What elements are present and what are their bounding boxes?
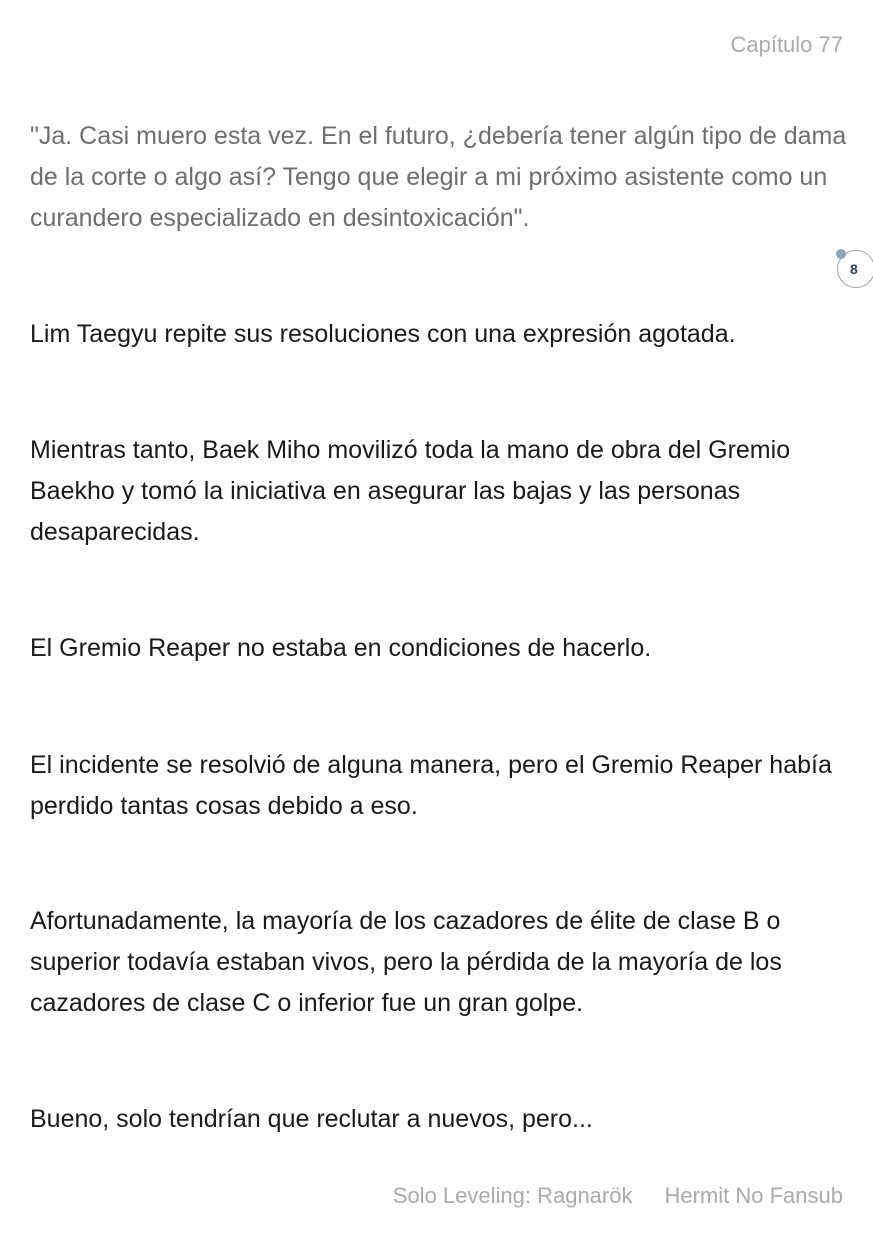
book-title: Solo Leveling: Ragnarök	[392, 1183, 633, 1208]
paragraph: Lim Taegyu repite sus resoluciones con una expresión agotada.	[30, 320, 736, 348]
paragraph: Mientras tanto, Baek Miho movilizó toda la mano de obra del Gremio Baekho y tomó la iniciativa en asegurar las bajas y las personas desaparecidas.	[30, 436, 791, 546]
paragraph-dialogue: "Ja. Casi muero esta vez. En el futuro, ¿debería tener algún tipo de dama de la corte o algo así? Tengo que elegir a mi próximo asistente como un curandero especializado en desintoxicación".	[30, 122, 847, 232]
chapter-title: Capítulo 77	[730, 32, 843, 57]
paragraph: Bueno, solo tendrían que reclutar a nuevos, pero...	[30, 1105, 593, 1133]
unread-dot-icon	[836, 249, 846, 259]
comment-count-badge[interactable]	[837, 250, 873, 288]
paragraph: El Gremio Reaper no estaba en condiciones de hacerlo.	[30, 634, 652, 662]
paragraph: Afortunadamente, la mayoría de los cazadores de élite de clase B o superior todavía estaban vivos, pero la pérdida de la mayoría de los cazadores de clase C o inferior fue un gran golpe.	[30, 907, 782, 1017]
page-footer	[393, 1181, 843, 1211]
paragraph: El incidente se resolvió de alguna manera, pero el Gremio Reaper había perdido tantas cosas debido a eso.	[30, 751, 832, 820]
translator-credit: Hermit No Fansub	[664, 1183, 843, 1208]
comment-count: 8	[850, 261, 858, 277]
